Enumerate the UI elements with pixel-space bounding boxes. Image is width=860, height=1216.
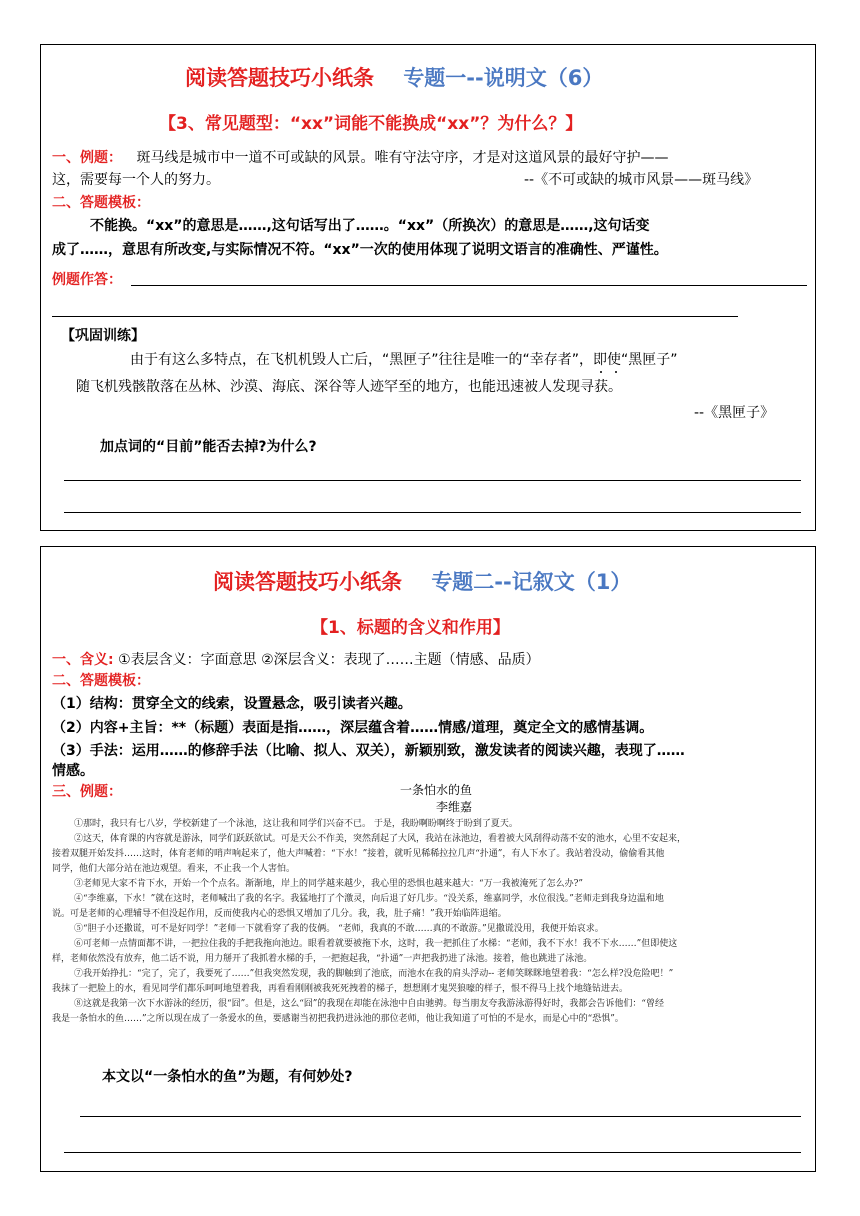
question-type-heading: 【3、常见题型：“xx”词能不能换成“xx”？为什么？】 [159, 114, 583, 134]
example-label: 一、例题： [52, 150, 122, 166]
card-title [185, 62, 603, 92]
consolidate-source: --《黑匣子》 [694, 405, 775, 421]
answer-line [52, 316, 738, 317]
story-paragraph: ④“李维嘉，下水！”就在这时，老师喊出了我的名字。我猛地打了个激灵，向后退了好几步。“没关系，维嘉同学，水位很浅。”老师走到我身边温和地 [74, 894, 664, 904]
card-title-main: 阅读答题技巧小纸条 [185, 66, 374, 90]
card-title-main: 阅读答题技巧小纸条 [213, 570, 402, 594]
topic-heading: 【1、标题的含义和作用】 [311, 618, 510, 638]
meaning-line [52, 649, 540, 669]
example-line-1 [52, 147, 668, 167]
template-text-2: 成了……，意思有所改变,与实际情况不符。“xx”一次的使用体现了说明文语言的准确性、严谨性。 [52, 242, 668, 258]
answer-line [64, 480, 801, 481]
story-title: 一条怕水的鱼 [400, 783, 473, 797]
story-paragraph: ②这天，体育课的内容就是游泳，同学们跃跃欲试。可是天公不作美，突然刮起了大风，我站在泳池边，看着被大风刮得动荡不安的池水，心里不安起来， [74, 834, 687, 844]
template-item-2: （2）内容+主旨：**（标题）表面是指……，深层蕴含着……情感/道理，奠定全文的感情基调。 [52, 720, 654, 736]
story-paragraph: ⑥可老师一点情面都不讲，一把拉住我的手把我拖向池边。眼看着就要被拖下水，这时，我一把抓住了水梯：“老师，我不下水！我不下水……”但即使这 [74, 939, 678, 949]
story-question: 本文以“一条怕水的鱼”为题，有何妙处? [102, 1069, 353, 1085]
tip-card-expository [40, 44, 816, 531]
story-paragraph: ⑤“胆子小还撒谎，可不是好同学！”老师一下就看穿了我的伎俩。 “老师，我真的不敢……真的不敢游。”见撒谎没用，我便开始哀求。 [74, 924, 604, 934]
answer-line [131, 285, 807, 286]
consolidate-title: 【巩固训练】 [61, 328, 145, 344]
story-author: 李维嘉 [436, 800, 473, 814]
card-title-topic: 专题一--说明文（6） [403, 66, 604, 90]
story-paragraph: ①那时，我只有七八岁，学校新建了一个泳池，这让我和同学们兴奋不已。 于是，我盼啊盼啊终于盼到了夏天。 [74, 819, 518, 829]
answer-line [64, 512, 801, 513]
story-paragraph: 我抹了一把脸上的水，看见同学们都乐呵呵地望着我，再看看刚刚被我死死拽着的梯子，想想刚才鬼哭狼嚎的样子，恨不得马上找个地缝钻进去。 [52, 984, 629, 994]
example-line-2: 这，需要每一个人的努力。 [52, 172, 220, 188]
meaning-label: 一、含义: [52, 652, 114, 668]
consolidate-text-2: 随飞机残骸散落在丛林、沙漠、海底、深谷等人迹罕至的地方，也能迅速被人发现寻获。 [76, 379, 622, 395]
template-text-1: 不能换。“xx”的意思是……,这句话写出了……。“xx”（所换次）的意思是……,这句话变 [90, 218, 650, 234]
meaning-text: ①表层含义：字面意思 ②深层含义：表现了……主题（情感、品质） [118, 652, 540, 668]
tip-card-narrative [40, 546, 816, 1172]
story-paragraph: ⑧这就是我第一次下水游泳的经历，很“囧”。但是，这么“囧”的我现在却能在泳池中自由驰骋。每当朋友夸我游泳游得好时，我都会告诉他们：“曾经 [74, 999, 665, 1009]
consolidate-text-1: 由于有这么多特点，在飞机机毁人亡后，“黑匣子”往往是唯一的“幸存者”，即使“黑匣子” [130, 352, 678, 368]
practice-question: 加点词的“目前”能否去掉?为什么? [100, 439, 317, 455]
card-title-topic: 专题二--记叙文（1） [431, 570, 632, 594]
story-paragraph: 同学，他们大部分站在池边观望。看来，不止我一个人害怕。 [52, 864, 296, 874]
story-paragraph: 我是一条怕水的鱼……”之所以现在成了一条爱水的鱼，要感谢当初把我扔进泳池的那位老师，他让我知道了可怕的不是水，而是心中的“恐惧”。 [52, 1014, 624, 1024]
story-paragraph: 接着双腿开始发抖……这时，体育老师的哨声响起来了，他大声喊着：“下水！”接着，就听见稀稀拉拉几声“扑通”，有人下水了。我站着没动，偷偷看其他 [52, 849, 665, 859]
card-title [213, 566, 631, 596]
answer-line [80, 1116, 801, 1117]
template-item-3-cont: 情感。 [52, 763, 94, 779]
template-item-3: （3）手法：运用……的修辞手法（比喻、拟人、双关），新颖别致，激发读者的阅读兴趣，表现了…… [52, 743, 685, 759]
story-body [52, 817, 686, 1027]
practice-label: 例题作答： [52, 272, 122, 288]
example-source: --《不可或缺的城市风景——斑马线》 [524, 172, 759, 188]
template-label: 二、答题模板： [52, 195, 150, 211]
story-paragraph: ③老师见大家不肯下水，开始一个个点名。渐渐地，岸上的同学越来越少，我心里的恐惧也越来越大：“万一我被淹死了怎么办?” [74, 879, 584, 889]
emphasis-dot [600, 371, 602, 373]
story-paragraph: ⑦我开始挣扎：“完了，完了，我要死了……”但我突然发现，我的脚触到了池底，而池水在我的肩头浮动-- 老师笑眯眯地望着我：“怎么样?没危险吧！” [74, 969, 674, 979]
emphasis-dot [615, 371, 617, 373]
story-paragraph: 样，老师依然没有放弃，他二话不说，用力掰开了我抓着水梯的手，一把抱起我，“扑通”一声把我扔进了泳池。接着，他也跳进了泳池。 [52, 954, 593, 964]
answer-line [64, 1152, 801, 1153]
story-paragraph: 说。可是老师的心理辅导不但没起作用，反而使我内心的恐惧又增加了几分。我，我，肚子痛！”我开始临阵退缩。 [52, 909, 507, 919]
template-label: 二、答题模板： [52, 673, 150, 689]
example-label: 三、例题： [52, 784, 122, 800]
template-item-1: （1）结构：贯穿全文的线索，设置悬念，吸引读者兴趣。 [52, 696, 412, 712]
example-text: 斑马线是城市中一道不可或缺的风景。唯有守法守序，才是对这道风景的最好守护—— [136, 150, 669, 166]
